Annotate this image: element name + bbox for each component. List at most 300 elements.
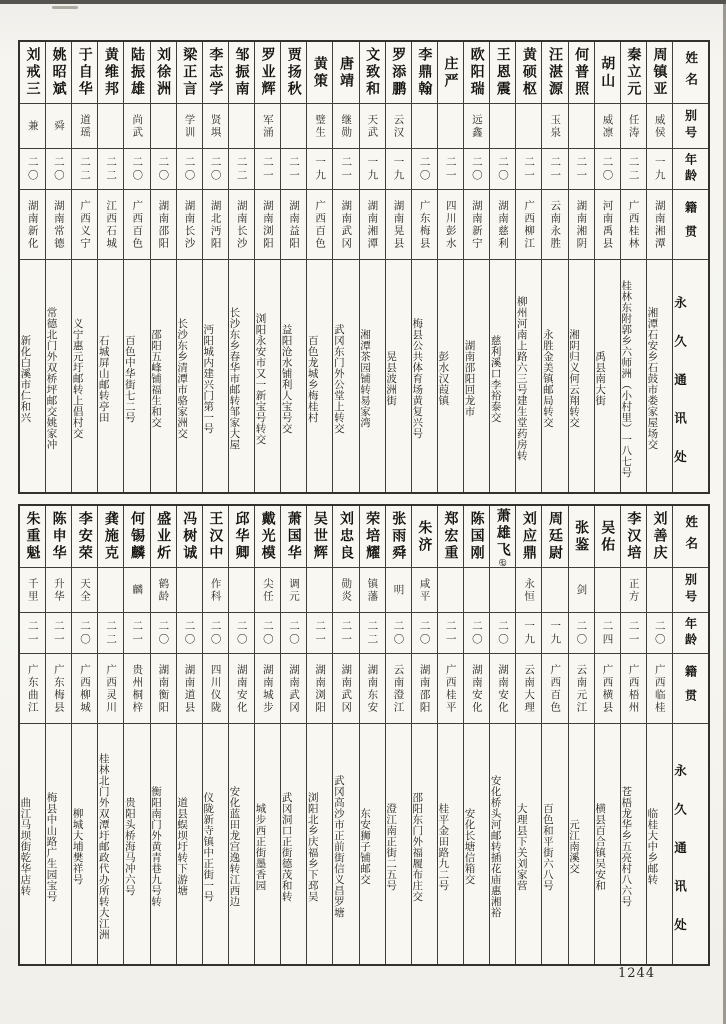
person-column — [569, 506, 595, 964]
person-address — [307, 724, 332, 964]
person-native-text: 湖南新化 — [26, 199, 39, 250]
person-alias — [177, 104, 202, 149]
person-address — [412, 724, 437, 964]
person-alias-text: 道瑶 — [78, 113, 91, 139]
person-name — [438, 42, 463, 104]
person-native — [20, 654, 45, 724]
person-age-text: 二一 — [131, 619, 144, 647]
person-alias — [151, 568, 176, 613]
person-name-text: 何普照 — [573, 47, 590, 98]
person-address — [20, 260, 45, 492]
person-name — [307, 506, 332, 568]
person-name-text: 刘戒三 — [24, 47, 41, 98]
person-age-text: 二〇 — [209, 619, 222, 647]
person-address-text: 桂林北门外双潭圩邮政代办所转大江洲 — [98, 753, 110, 940]
person-alias-text: 升华 — [52, 577, 65, 603]
person-column — [20, 42, 46, 492]
person-alias-text: 尚武 — [131, 113, 144, 139]
person-native — [177, 654, 202, 724]
person-age — [569, 613, 594, 654]
person-address — [595, 260, 620, 492]
person-name-text: 荣培耀 — [364, 511, 381, 562]
person-age — [621, 613, 646, 654]
header-alias-text: 别号 — [683, 109, 698, 143]
person-alias-text: 明 — [392, 583, 405, 597]
person-name — [46, 42, 71, 104]
person-address — [98, 260, 123, 492]
person-address — [281, 260, 306, 492]
person-name — [438, 506, 463, 568]
person-column — [281, 42, 307, 492]
person-alias-text: 永恒 — [523, 577, 536, 603]
header-native — [673, 190, 708, 260]
person-name-text: 李安荣 — [76, 511, 93, 562]
person-native-text: 湖南衡阳 — [157, 663, 170, 714]
person-age — [124, 613, 149, 654]
person-native-text: 湖南东安 — [366, 663, 379, 714]
person-age-text: 二〇 — [131, 155, 144, 183]
person-address-text: 永胜金美镇邮局转交 — [542, 329, 554, 428]
header-alias — [673, 568, 708, 613]
person-address — [490, 724, 515, 964]
person-age — [203, 613, 228, 654]
person-native-text: 湖南邵阳 — [418, 663, 431, 714]
person-name-text: 刘应鼎 — [520, 511, 537, 562]
person-native — [203, 190, 228, 260]
header-name — [673, 42, 708, 104]
person-address-text: 百色中华街七二号 — [124, 334, 136, 423]
person-address-text: 梅县公共体育场黄复兴号 — [411, 318, 424, 439]
person-alias — [412, 568, 437, 613]
person-age-text: 二〇 — [575, 619, 588, 647]
person-alias — [542, 568, 567, 613]
person-address-text: 衡阳南门外黄青巷九号转 — [150, 786, 162, 907]
person-address — [647, 724, 672, 964]
person-age — [255, 149, 280, 190]
person-name-text: 唐靖 — [337, 55, 354, 90]
person-age — [151, 613, 176, 654]
person-alias — [516, 568, 541, 613]
person-column — [98, 42, 124, 492]
person-name — [490, 42, 515, 104]
person-native-text: 云南永胜 — [549, 199, 562, 250]
person-alias — [360, 568, 385, 613]
person-alias — [307, 568, 332, 613]
person-name-text: 萧国华 — [285, 511, 302, 562]
person-age — [46, 149, 71, 190]
person-address-text: 沔阳城内建兴门第一号 — [202, 323, 215, 434]
person-name-text: 刘忠良 — [337, 511, 354, 562]
person-name-text: 贾扬秋 — [285, 47, 302, 98]
person-age-text: 二〇 — [235, 619, 248, 647]
person-address-text: 桂林东附郭乡六师洲（小村里）一八七号 — [620, 279, 633, 478]
person-name-text: 盛业炘 — [155, 511, 172, 562]
person-alias — [386, 568, 411, 613]
person-native-text: 湖南湘潭 — [653, 199, 666, 250]
person-name-text: 冯树诚 — [181, 511, 198, 562]
person-name-text: 罗业辉 — [259, 47, 276, 98]
person-column — [386, 42, 412, 492]
header-alias-text: 别号 — [683, 573, 698, 607]
person-column — [203, 42, 229, 492]
person-native — [124, 190, 149, 260]
person-native — [72, 190, 97, 260]
person-name-text: 罗添鹏 — [390, 47, 407, 98]
person-age-text: 二〇 — [261, 619, 274, 647]
person-name — [20, 42, 45, 104]
person-native-text: 湖南安化 — [235, 663, 248, 714]
person-age-text: 二〇 — [52, 155, 65, 183]
person-alias-text: 军涌 — [261, 113, 274, 139]
person-name — [72, 506, 97, 568]
person-name — [621, 506, 646, 568]
person-alias — [281, 104, 306, 149]
person-column — [516, 506, 542, 964]
person-alias — [151, 104, 176, 149]
person-native-text: 广东曲江 — [26, 663, 39, 714]
person-native-text: 湖南湘阴 — [575, 199, 588, 250]
person-name-text: 陈国刚 — [468, 511, 485, 562]
person-age — [281, 613, 306, 654]
person-address-text: 益阳沧水铺利人宝号交 — [281, 323, 293, 434]
person-column — [177, 506, 203, 964]
person-address — [542, 724, 567, 964]
person-native — [255, 654, 280, 724]
person-alias — [229, 104, 254, 149]
person-native-text: 云南澄江 — [392, 663, 405, 714]
person-alias-text: 任涛 — [627, 113, 640, 139]
person-address — [151, 724, 176, 964]
person-age-text: 一九 — [392, 155, 405, 183]
person-native-text: 湖南浏阳 — [261, 199, 274, 250]
person-name — [255, 42, 280, 104]
person-name — [621, 42, 646, 104]
person-native-text: 湖南武冈 — [340, 663, 353, 714]
person-name-text: 萧雄飞㊆ — [494, 507, 511, 566]
person-age — [621, 149, 646, 190]
person-name-text: 吴世辉 — [311, 511, 328, 562]
header-native-text: 籍贯 — [683, 664, 698, 713]
person-name — [72, 42, 97, 104]
person-name — [569, 42, 594, 104]
person-name — [360, 506, 385, 568]
person-age-text: 二一 — [314, 619, 327, 647]
header-native — [673, 654, 708, 724]
person-address — [124, 724, 149, 964]
person-address-text: 苍梧龙华乡五亮村八六号 — [620, 786, 633, 907]
person-age-text: 二二 — [235, 155, 248, 183]
person-age — [177, 149, 202, 190]
person-native-text: 湖南长沙 — [235, 199, 248, 250]
header-address — [673, 260, 708, 492]
person-native-text: 湖南慈利 — [496, 199, 509, 250]
person-name-text: 陈申华 — [50, 511, 67, 562]
person-alias — [360, 104, 385, 149]
person-alias-text: 剑 — [575, 583, 588, 597]
person-address-text: 道县蜈坝圩转下游塘 — [176, 797, 189, 896]
person-alias-text: 继勋 — [340, 113, 353, 139]
person-name — [595, 506, 620, 568]
person-address-text: 横县百合镇吴安和 — [594, 802, 607, 891]
person-native-text: 湖南道县 — [183, 663, 196, 714]
person-age-text: 二一 — [523, 155, 536, 183]
person-age-text: 二一 — [444, 619, 457, 647]
person-native-text: 广西临桂 — [653, 663, 666, 714]
person-alias-text: 远鑫 — [470, 113, 483, 139]
person-native-text: 广西百色 — [314, 199, 327, 250]
person-address — [98, 724, 123, 964]
person-address — [516, 724, 541, 964]
person-age-text: 二〇 — [78, 619, 91, 647]
person-native — [307, 654, 332, 724]
person-age — [360, 149, 385, 190]
person-name — [647, 506, 672, 568]
person-alias — [124, 568, 149, 613]
person-native-text: 湖南湘潭 — [366, 199, 379, 250]
person-name-text: 庄严 — [442, 55, 459, 90]
header-age — [673, 149, 708, 190]
person-name-text: 何锡麟 — [128, 511, 145, 562]
person-alias — [255, 104, 280, 149]
person-age — [464, 149, 489, 190]
person-age-text: 二〇 — [287, 619, 300, 647]
person-native — [98, 654, 123, 724]
person-name — [124, 506, 149, 568]
person-address-text: 彭水汉葭镇 — [437, 351, 450, 406]
person-alias-text: 千里 — [26, 577, 39, 603]
person-address — [72, 724, 97, 964]
person-alias-text: 玉泉 — [549, 113, 562, 139]
person-alias — [98, 104, 123, 149]
header-native-text: 籍贯 — [683, 200, 698, 249]
person-native — [516, 190, 541, 260]
header-column — [673, 506, 708, 964]
person-native — [46, 654, 71, 724]
person-name — [151, 42, 176, 104]
person-alias — [438, 568, 463, 613]
name-annotation-mark: ㊆ — [498, 558, 507, 566]
person-native-text: 云南大理 — [523, 663, 536, 714]
person-address-text: 禹县南大街 — [594, 351, 607, 406]
person-address-text: 晃县波洲街 — [385, 351, 398, 406]
person-address — [307, 260, 332, 492]
person-native-text: 河南禹县 — [601, 199, 614, 250]
person-alias — [72, 568, 97, 613]
person-native-text: 广西灵川 — [105, 663, 118, 714]
person-age — [542, 613, 567, 654]
person-name-text: 姚昭斌 — [50, 47, 67, 98]
person-native — [333, 190, 358, 260]
header-name-text: 姓名 — [683, 51, 699, 94]
person-column — [72, 506, 98, 964]
person-column — [72, 42, 98, 492]
person-name-text: 朱济 — [416, 519, 433, 554]
person-name-text: 刘善庆 — [651, 511, 668, 562]
person-age — [595, 149, 620, 190]
person-address-text: 安化桥头河邮转插花庙惠湘裕 — [490, 775, 502, 918]
person-age-text: 一九 — [366, 155, 379, 183]
person-address — [386, 260, 411, 492]
person-column — [151, 506, 177, 964]
person-age — [438, 149, 463, 190]
person-alias-text: 璧生 — [314, 113, 327, 139]
person-alias — [255, 568, 280, 613]
person-address-text: 义宁惠元圩邮转上倡村交 — [72, 318, 84, 439]
header-age — [673, 613, 708, 654]
person-name-text: 郑宏重 — [442, 511, 459, 562]
person-name — [542, 506, 567, 568]
person-age — [255, 613, 280, 654]
person-name-text: 刘徐洲 — [155, 47, 172, 98]
person-name — [20, 506, 45, 568]
person-alias-text: 威凛 — [601, 113, 614, 139]
person-address — [569, 724, 594, 964]
person-age — [542, 149, 567, 190]
person-alias — [490, 104, 515, 149]
person-name-text: 秦立元 — [625, 47, 642, 98]
person-alias — [386, 104, 411, 149]
person-column — [621, 506, 647, 964]
person-alias — [98, 568, 123, 613]
person-name — [151, 506, 176, 568]
person-name-text: 朱重魁 — [24, 511, 41, 562]
page-number: 1244 — [618, 966, 656, 981]
person-address-text: 浏阳永安市又一新宝号转交 — [255, 312, 267, 445]
person-native-text: 广西桂平 — [444, 663, 457, 714]
person-column — [281, 506, 307, 964]
person-age-text: 二一 — [444, 155, 457, 183]
person-age-text: 二〇 — [26, 155, 39, 183]
person-column — [46, 42, 72, 492]
person-alias — [177, 568, 202, 613]
person-age-text: 二〇 — [183, 155, 196, 183]
person-name-text: 邱华卿 — [233, 511, 250, 562]
person-column — [20, 506, 46, 964]
person-address — [438, 724, 463, 964]
person-address-text: 桂平金田路九二号 — [437, 802, 450, 891]
person-column — [621, 42, 647, 492]
person-native — [255, 190, 280, 260]
person-native-text: 广东梅县 — [52, 663, 65, 714]
person-column — [307, 506, 333, 964]
directory-table-top — [18, 40, 710, 494]
person-column — [542, 42, 568, 492]
person-column — [360, 506, 386, 964]
person-age — [412, 149, 437, 190]
person-native — [177, 190, 202, 260]
person-native — [124, 654, 149, 724]
person-name-text: 周廷尉 — [546, 511, 563, 562]
person-native-text: 广西梧州 — [627, 663, 640, 714]
person-address-text: 邵阳五峰铺福生和交 — [150, 329, 162, 428]
person-native — [621, 654, 646, 724]
person-column — [255, 42, 281, 492]
person-name — [490, 506, 515, 568]
person-native — [46, 190, 71, 260]
person-address — [124, 260, 149, 492]
person-address-text: 湘潭茶园铺转易家湾 — [359, 329, 371, 428]
person-name-text: 张鉴 — [573, 519, 590, 554]
person-address — [490, 260, 515, 492]
person-address-text: 武冈洞口正街德茂和转 — [281, 791, 293, 902]
person-name-text: 张雨舜 — [390, 511, 407, 562]
person-native — [516, 654, 541, 724]
person-address — [621, 724, 646, 964]
person-age-text: 二〇 — [157, 155, 170, 183]
person-alias-text: 麟 — [131, 583, 144, 597]
person-age — [72, 613, 97, 654]
person-native — [412, 190, 437, 260]
person-native — [569, 190, 594, 260]
person-age-text: 二一 — [26, 619, 39, 647]
person-native — [333, 654, 358, 724]
person-column — [203, 506, 229, 964]
person-alias — [464, 104, 489, 149]
person-column — [464, 506, 490, 964]
person-age — [569, 149, 594, 190]
person-name-text: 于自华 — [76, 47, 93, 98]
person-native-text: 湖南益阳 — [287, 199, 300, 250]
person-alias — [595, 104, 620, 149]
person-native-text: 广西桂林 — [627, 199, 640, 250]
person-name-text: 李志学 — [207, 47, 224, 98]
person-alias — [621, 104, 646, 149]
person-column — [255, 506, 281, 964]
person-address-text: 临桂大中乡邮转 — [646, 808, 659, 885]
person-column — [595, 42, 621, 492]
person-address-text: 曲江马坝街乾华店转 — [19, 797, 32, 896]
person-native-text: 广西横县 — [601, 663, 614, 714]
person-age-text: 二一 — [340, 619, 353, 647]
person-native — [490, 654, 515, 724]
person-alias-text: 尖任 — [261, 577, 274, 603]
person-column — [151, 42, 177, 492]
person-age — [647, 149, 672, 190]
person-age — [229, 149, 254, 190]
person-column — [490, 42, 516, 492]
person-age-text: 一九 — [549, 619, 562, 647]
person-name-text: 梁正言 — [181, 47, 198, 98]
person-alias — [203, 568, 228, 613]
person-address — [177, 260, 202, 492]
person-age-text: 二一 — [627, 619, 640, 647]
person-native-text: 四川彭水 — [444, 199, 457, 250]
person-name-text: 龚施克 — [102, 511, 119, 562]
person-name-text: 王恩震 — [494, 47, 511, 98]
person-native-text: 湖南新宁 — [470, 199, 483, 250]
person-column — [569, 42, 595, 492]
person-alias — [281, 568, 306, 613]
person-age — [20, 149, 45, 190]
person-native-text: 云南元江 — [575, 663, 588, 714]
person-native-text: 湖南安化 — [470, 663, 483, 714]
person-address-text: 湘阴归义何云翔转交 — [568, 329, 580, 428]
person-alias-text: 云汉 — [392, 113, 405, 139]
person-alias-text: 天武 — [366, 113, 379, 139]
header-address-text: 永久通讯处 — [673, 296, 688, 489]
person-name — [386, 42, 411, 104]
header-age-text: 年龄 — [683, 153, 698, 185]
person-age — [464, 613, 489, 654]
person-alias — [438, 104, 463, 149]
scan-smudge — [52, 6, 78, 9]
person-name-text: 黄策 — [311, 55, 328, 90]
person-column — [647, 506, 673, 964]
person-native — [281, 190, 306, 260]
person-column — [412, 506, 438, 964]
person-alias — [569, 568, 594, 613]
person-name — [203, 506, 228, 568]
